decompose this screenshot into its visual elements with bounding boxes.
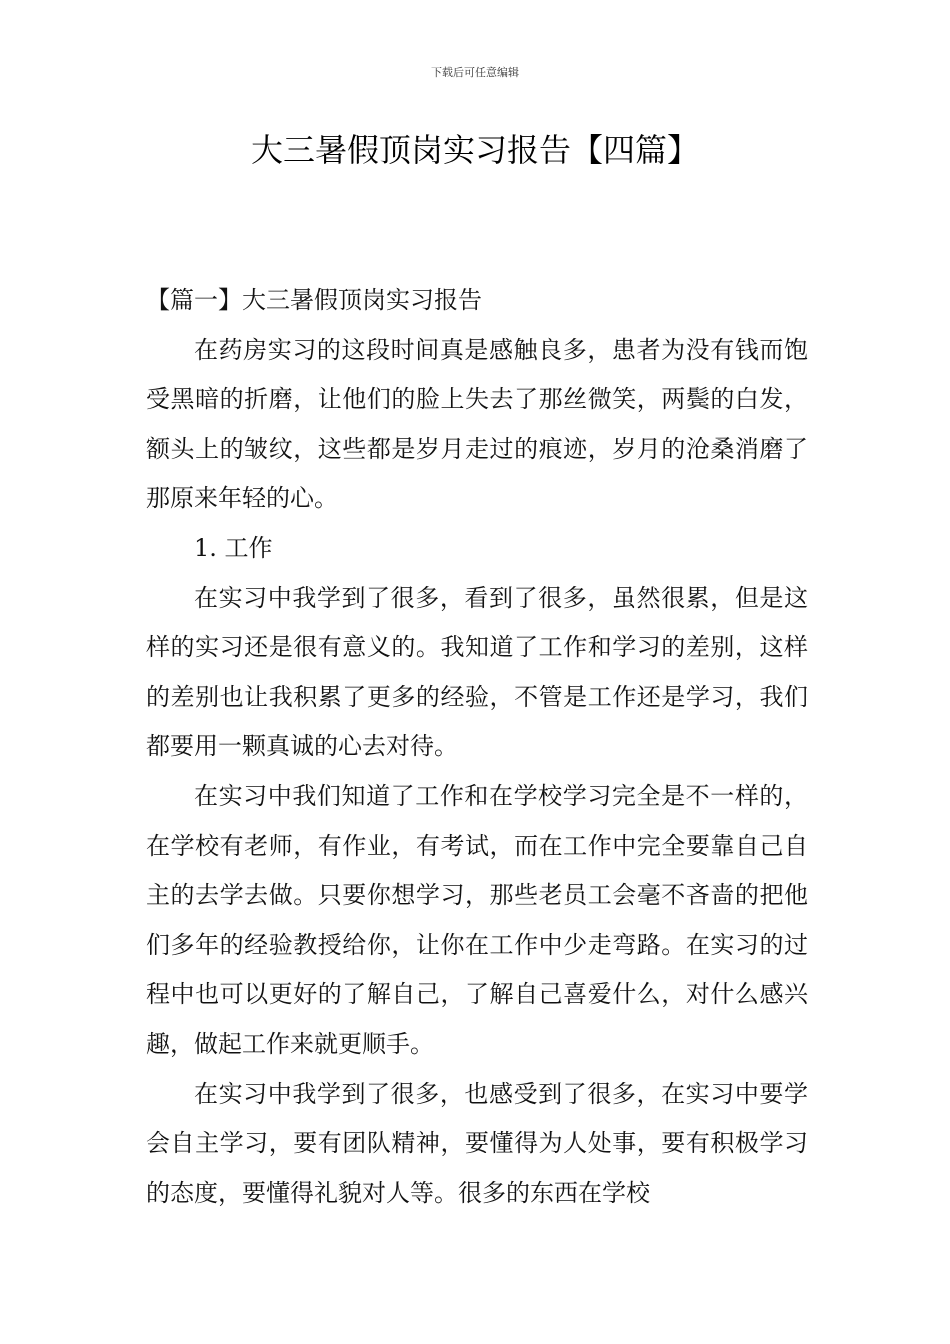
- document-title: 大三暑假顶岗实习报告【四篇】: [250, 131, 699, 169]
- paragraph-feelings: 在实习中我学到了很多，也感受到了很多，在实习中要学会自主学习，要有团队精神，要懂得为人处事，要有积极学习的态度，要懂得礼貌对人等。很多的东西在学校: [146, 1079, 808, 1207]
- header-note: 下载后可任意编辑: [431, 66, 519, 79]
- paragraph-learned: 在实习中我学到了很多，看到了很多，虽然很累，但是这样的实习还是很有意义的。我知道了工作和学习的差别，这样的差别也让我积累了更多的经验，不管是工作还是学习，我们都要用一颗真诚的心去对待。: [146, 583, 808, 761]
- paragraph-school-vs-work: 在实习中我们知道了工作和在学校学习完全是不一样的，在学校有老师，有作业，有考试，而在工作中完全要靠自己自主的去学去做。只要你想学习，那些老员工会毫不吝啬的把他们多年的经验教授给你，让你在工作中少走弯路。在实习的过程中也可以更好的了解自己，了解自己喜爱什么，对什么感兴趣，做起工作来就更顺手。: [146, 781, 808, 1058]
- section-heading: 【篇一】大三暑假顶岗实习报告: [146, 286, 482, 314]
- subheading-work: 1. 工作: [194, 533, 273, 562]
- paragraph-intro: 在药房实习的这段时间真是感触良多，患者为没有钱而饱受黑暗的折磨，让他们的脸上失去了那丝微笑，两鬓的白发，额头上的皱纹，这些都是岁月走过的痕迹，岁月的沧桑消磨了那原来年轻的心。: [146, 335, 808, 513]
- document-body: [146, 276, 808, 1218]
